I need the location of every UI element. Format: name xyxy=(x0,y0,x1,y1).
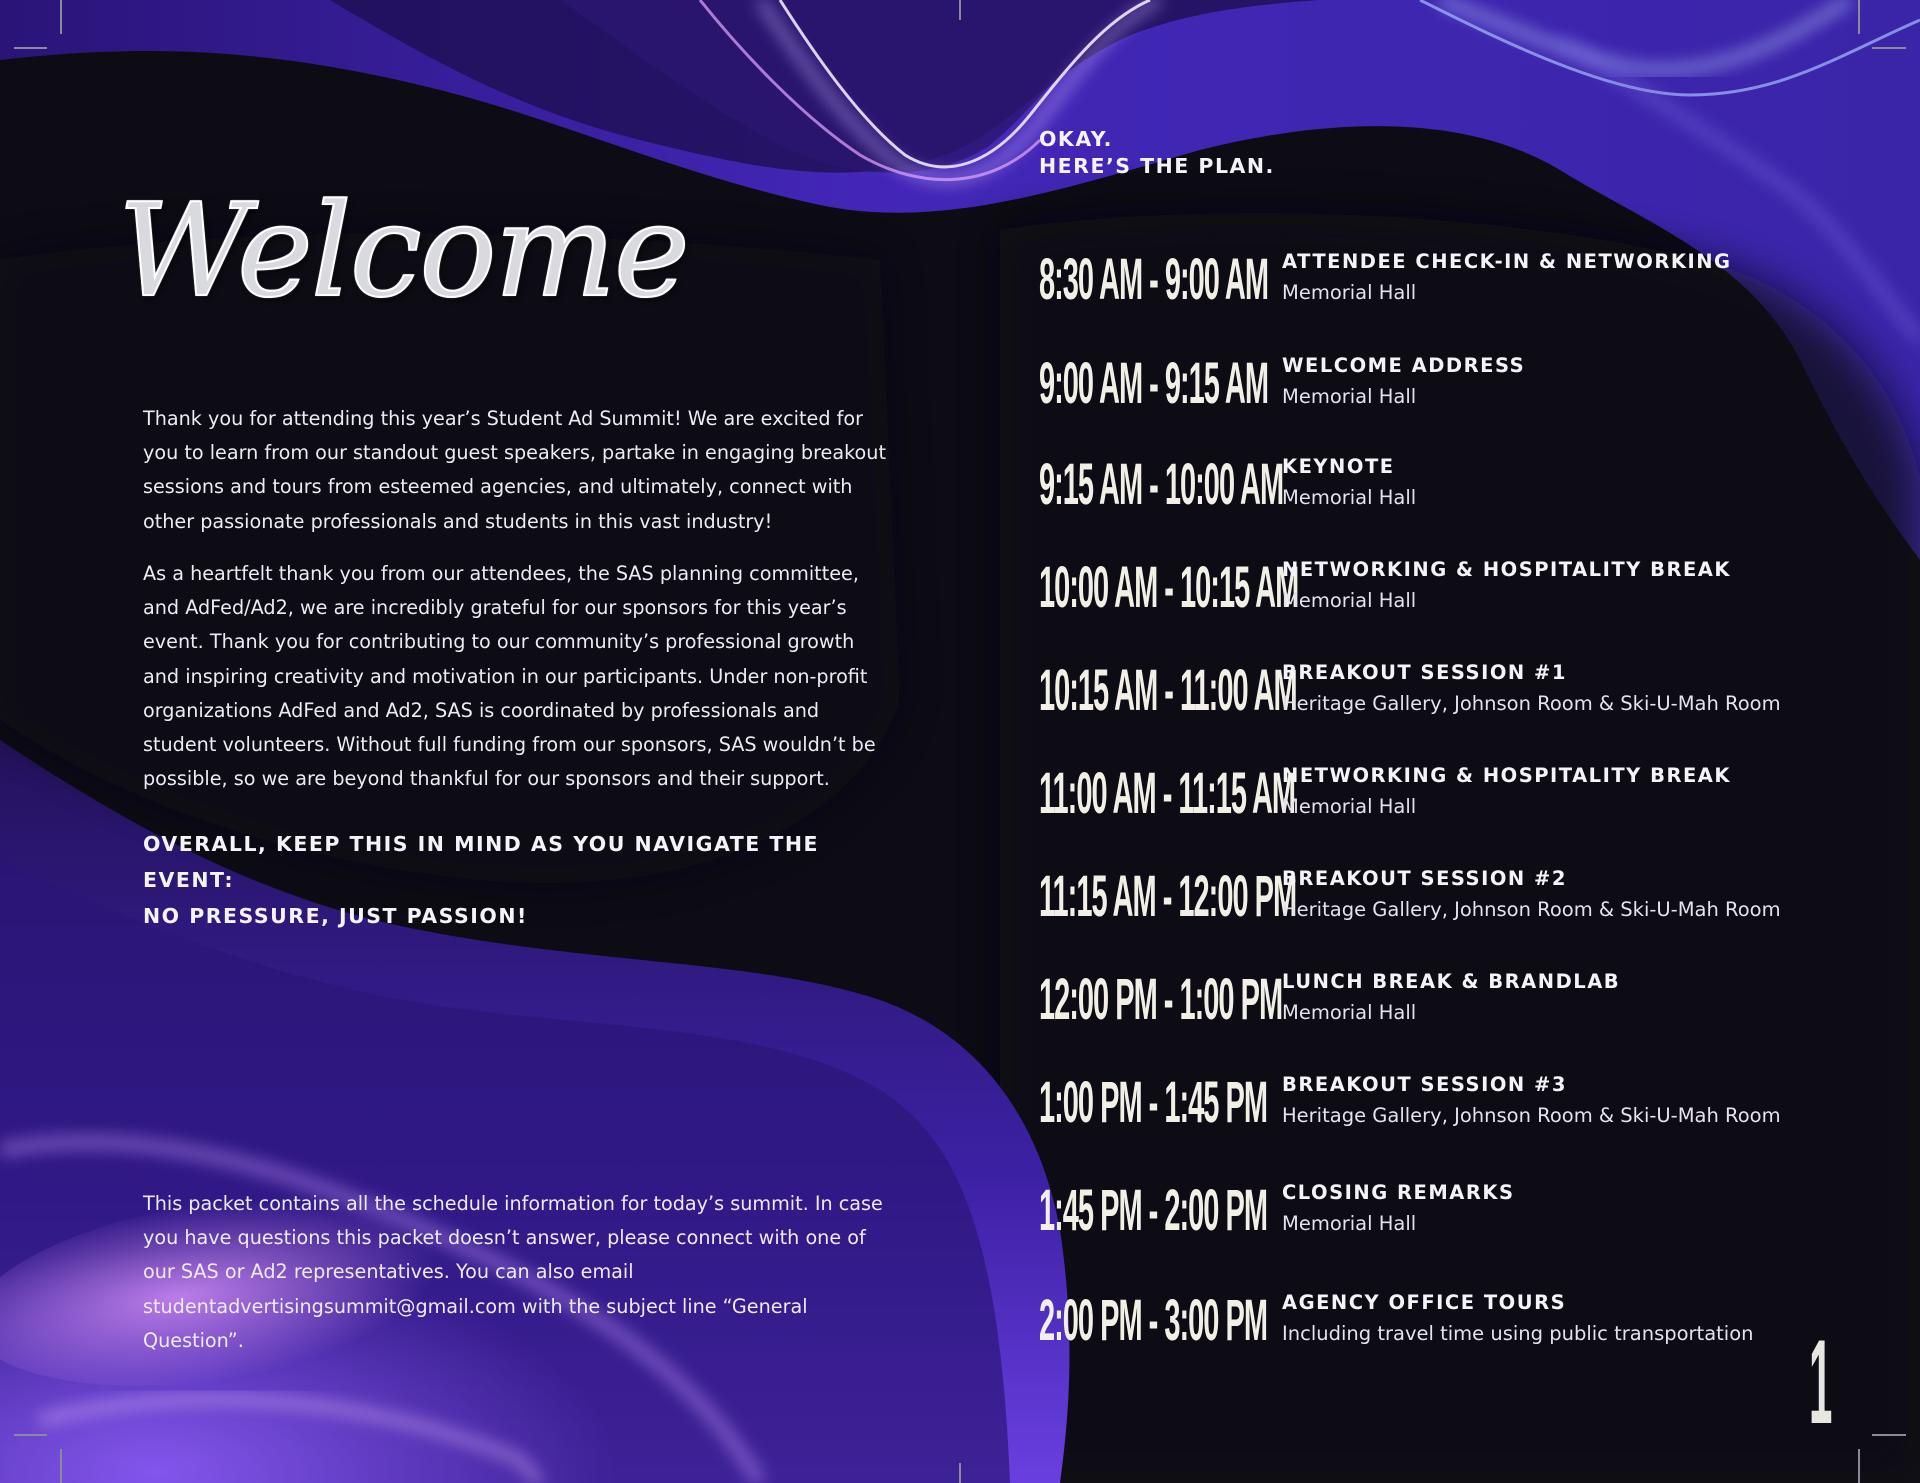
plan-heading xyxy=(1039,126,1275,180)
callout-text xyxy=(143,826,903,934)
plan-heading-line: OKAY. xyxy=(1039,127,1113,151)
sponsor-paragraph: As a heartfelt thank you from our attendees, the SAS planning committee, and AdFed/Ad2, we are incredibly grateful for our sponsors for this year’s event. Thank you for contributing to our community’s professional growth and inspiring creativity and motivation in our participants. Under non-profit organizations AdFed and Ad2, SAS is coordinated by professionals and student volunteers. Without full funding from our sponsors, SAS wouldn’t be possible, so we are beyond thankful for our sponsors and their support. xyxy=(143,562,876,791)
schedule-location: Memorial Hall xyxy=(1282,486,1417,509)
schedule-location: Memorial Hall xyxy=(1282,1001,1417,1024)
schedule-item xyxy=(1039,353,1839,433)
schedule-title: KEYNOTE xyxy=(1282,455,1395,478)
schedule-location: Memorial Hall xyxy=(1282,281,1417,304)
crop-mark xyxy=(60,1449,62,1483)
schedule-item xyxy=(1039,763,1839,843)
schedule-item xyxy=(1039,249,1839,329)
schedule-title: WELCOME ADDRESS xyxy=(1282,354,1526,377)
schedule-time: 9:00 AM - 9:15 AM xyxy=(1039,351,1269,416)
crop-mark xyxy=(1872,47,1906,49)
schedule-location: Heritage Gallery, Johnson Room & Ski-U-Mah Room xyxy=(1282,898,1781,921)
page-number: 1 xyxy=(1809,1315,1833,1449)
callout-line: NO PRESSURE, JUST PASSION! xyxy=(143,904,528,928)
schedule-item xyxy=(1039,557,1839,637)
schedule-location: Memorial Hall xyxy=(1282,795,1417,818)
schedule-time: 10:15 AM - 11:00 AM xyxy=(1039,658,1297,723)
schedule-title: AGENCY OFFICE TOURS xyxy=(1282,1291,1567,1314)
schedule-time: 8:30 AM - 9:00 AM xyxy=(1039,247,1269,312)
schedule-location: Memorial Hall xyxy=(1282,589,1417,612)
schedule-title: NETWORKING & HOSPITALITY BREAK xyxy=(1282,764,1731,787)
crop-mark xyxy=(959,0,961,20)
schedule-location: Memorial Hall xyxy=(1282,385,1417,408)
schedule-time: 2:00 PM - 3:00 PM xyxy=(1039,1288,1267,1353)
crop-mark xyxy=(959,1463,961,1483)
welcome-title: Welcome xyxy=(118,177,688,326)
schedule-item xyxy=(1039,454,1839,534)
crop-mark xyxy=(14,47,47,49)
schedule-location: Memorial Hall xyxy=(1282,1212,1417,1235)
schedule-time: 11:15 AM - 12:00 PM xyxy=(1039,864,1297,929)
intro-paragraph: Thank you for attending this year’s Student Ad Summit! We are excited for you to learn from our standout guest speakers, partake in engaging breakout sessions and tours from esteemed agencies, and ultimately, connect with other passionate professionals and students in this vast industry! xyxy=(143,407,886,533)
crop-mark xyxy=(14,1434,47,1436)
callout-line: OVERALL, KEEP THIS IN MIND AS YOU NAVIGATE THE EVENT: xyxy=(143,832,820,892)
schedule-time: 11:00 AM - 11:15 AM xyxy=(1039,761,1296,826)
schedule-item xyxy=(1039,1072,1839,1152)
crop-mark xyxy=(1858,0,1860,34)
schedule-item xyxy=(1039,969,1839,1049)
schedule-time: 12:00 PM - 1:00 PM xyxy=(1039,967,1283,1032)
contact-paragraph: This packet contains all the schedule information for today’s summit. In case you have questions this packet doesn’t answer, please connect with one of our SAS or Ad2 representatives. You can also email studentadvertisingsummit@gmail.com with the subject line “General Question”. xyxy=(143,1192,883,1352)
schedule-time: 1:00 PM - 1:45 PM xyxy=(1039,1070,1267,1135)
plan-heading-line: HERE’S THE PLAN. xyxy=(1039,154,1275,178)
crop-mark xyxy=(60,0,62,34)
schedule-time: 1:45 PM - 2:00 PM xyxy=(1039,1178,1267,1243)
crop-mark xyxy=(1858,1449,1860,1483)
schedule-location: Heritage Gallery, Johnson Room & Ski-U-Mah Room xyxy=(1282,692,1781,715)
schedule-location: Including travel time using public transportation xyxy=(1282,1322,1754,1345)
schedule-title: BREAKOUT SESSION #2 xyxy=(1282,867,1567,890)
crop-mark xyxy=(1872,1434,1906,1436)
schedule-title: CLOSING REMARKS xyxy=(1282,1181,1515,1204)
schedule-title: LUNCH BREAK & BRANDLAB xyxy=(1282,970,1621,993)
schedule-title: ATTENDEE CHECK-IN & NETWORKING xyxy=(1282,250,1732,273)
schedule-location: Heritage Gallery, Johnson Room & Ski-U-Mah Room xyxy=(1282,1104,1781,1127)
schedule-time: 9:15 AM - 10:00 AM xyxy=(1039,452,1284,517)
schedule-item xyxy=(1039,1180,1839,1260)
schedule-item xyxy=(1039,1290,1839,1370)
schedule-title: BREAKOUT SESSION #3 xyxy=(1282,1073,1567,1096)
schedule-title: BREAKOUT SESSION #1 xyxy=(1282,661,1567,684)
schedule-item xyxy=(1039,660,1839,740)
schedule-item xyxy=(1039,866,1839,946)
schedule-title: NETWORKING & HOSPITALITY BREAK xyxy=(1282,558,1731,581)
schedule-time: 10:00 AM - 10:15 AM xyxy=(1039,555,1299,620)
